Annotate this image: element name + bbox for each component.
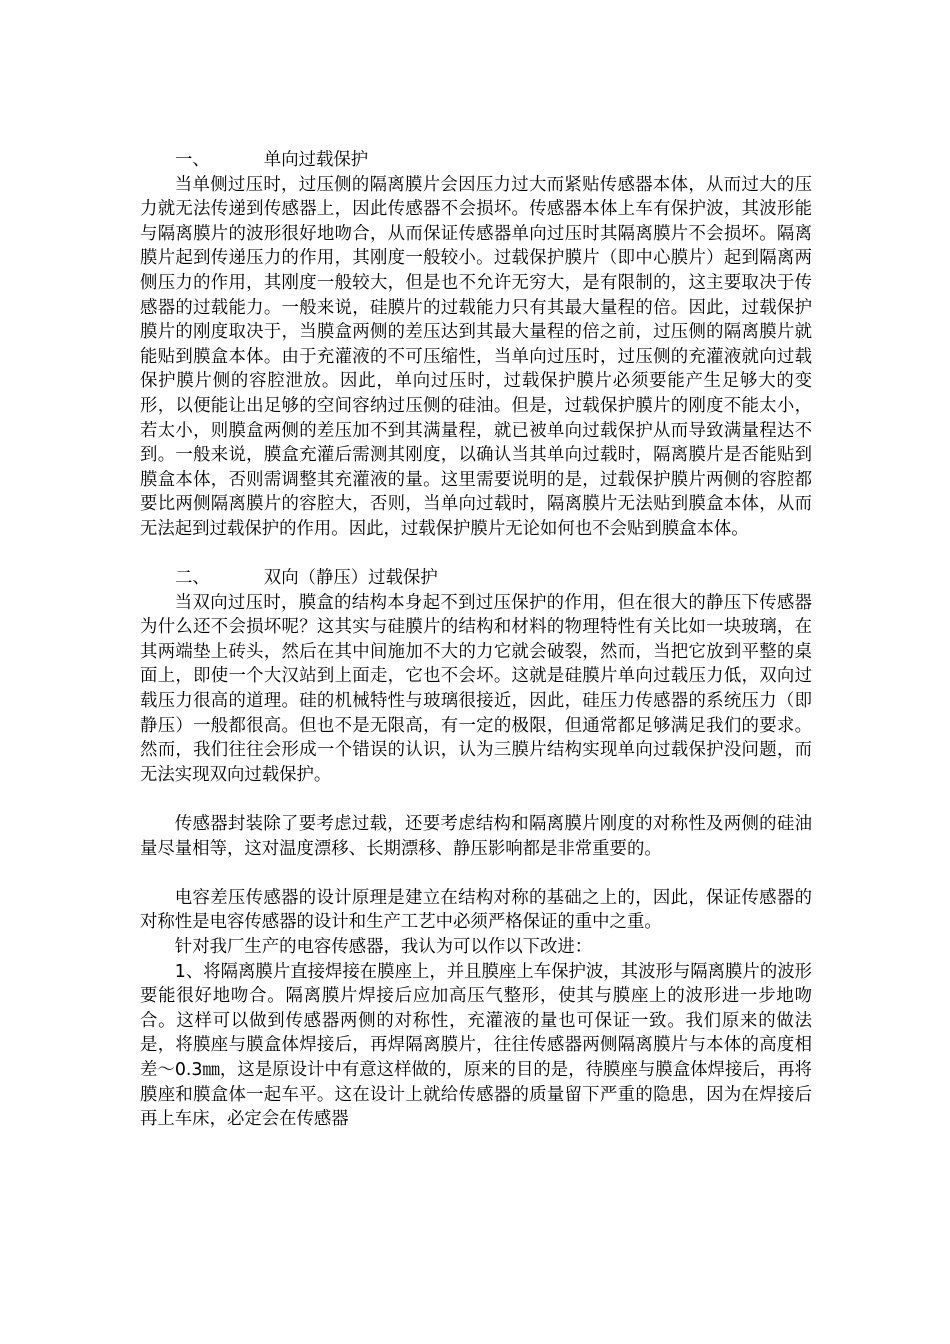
packaging-paragraph: 传感器封装除了要考虑过载，还要考虑结构和隔离膜片刚度的对称性及两侧的硅油量尽量相等，这对温度漂移、长期漂移、静压影响都是非常重要的。 bbox=[140, 814, 812, 859]
section-title-1: 单向过载保护 bbox=[263, 150, 369, 170]
section-number-2: 二、 bbox=[175, 568, 210, 589]
paragraph-spacer bbox=[140, 861, 812, 886]
section-heading-2 bbox=[140, 566, 812, 591]
section-number-1: 一、 bbox=[175, 150, 210, 170]
section-paragraph-2: 当双向过压时，膜盒的结构本身起不到过压保护的作用，但在很大的静压下传感器为什么还不会损坏呢？这其实与硅膜片的结构和材料的物理特性有关比如一块玻璃，在其两端垫上砖头，然后在其中间施加不大的力它就会破裂，然而，当把它放到平整的桌面上，即使一个大汉站到上面走，它也不会坏。这就是硅膜片单向过载压力低，双向过载压力很高的道理。硅的机械特性与玻璃很接近，因此，硅压力传感器的系统压力（即静压）一般都很高。但也不是无限高，有一定的极限，但通常都足够满足我们的要求。然而，我们往往会形成一个错误的认识，认为三膜片结构实现单向过载保护没问题，而无法实现双向过载保护。 bbox=[140, 592, 812, 785]
paragraph-spacer bbox=[140, 542, 812, 567]
improvement-item-1: 1、将隔离膜片直接焊接在膜座上，并且膜座上车保护波，其波形与隔离膜片的波形要能很好地吻合。隔离膜片焊接后应加高压气整形，使其与膜座上的波形进一步地吻合。这样可以做到传感器两侧的对称性，充灌液的量也可保证一致。我们原来的做法是，将膜座与膜盒体焊接后，再焊隔离膜片，往往传感器两侧隔离膜片与本体的高度相差～0.3㎜，这是原设计中有意这样做的，原来的目的是，待膜座与膜盒体焊接后，再将膜座和膜盒体一起车平。这在设计上就给传感器的质量留下严重的隐患，因为在焊接后再上车床，必定会在传感器 bbox=[140, 961, 812, 1130]
design-principle-paragraph: 电容差压传感器的设计原理是建立在结构对称的基础之上的，因此，保证传感器的对称性是电容传感器的设计和生产工艺中必须严格保证的重中之重。 bbox=[140, 887, 812, 933]
improvement-intro-paragraph: 针对我厂生产的电容传感器，我认为可以作以下改进： bbox=[174, 937, 593, 957]
paragraph-spacer bbox=[140, 787, 812, 812]
section-heading-1 bbox=[140, 148, 812, 173]
section-title-2: 双向（静压）过载保护 bbox=[263, 568, 438, 589]
section-paragraph-1: 当单侧过压时，过压侧的隔离膜片会因压力过大而紧贴传感器本体，从而过大的压力就无法传递到传感器上，因此传感器不会损坏。传感器本体上车有保护波，其波形能与隔离膜片的波形很好地吻合，从而保证传感器单向过压时其隔离膜片不会损坏。隔离膜片起到传递压力的作用，其刚度一般较小。过载保护膜片（即中心膜片）起到隔离两侧压力的作用，其刚度一般较大，但是也不允许无穷大，是有限制的，这主要取决于传感器的过载能力。一般来说，硅膜片的过载能力只有其最大量程的倍。因此，过载保护膜片的刚度取决于，当膜盒两侧的差压达到其最大量程的倍之前，过压侧的隔离膜片就能贴到膜盒本体。由于充灌液的不可压缩性，当单向过压时，过压侧的充灌液就向过载保护膜片侧的容腔泄放。因此，单向过压时，过载保护膜片必须要能产生足够大的变形，以便能让出足够的空间容纳过压侧的硅油。但是，过载保护膜片的刚度不能太小，若太小，则膜盒两侧的差压加不到其满量程，就已被单向过载保护从而导致满量程达不到。一般来说，膜盒充灌后需测其刚度，以确认当其单向过载时，隔离膜片是否能贴到膜盒本体，否则需调整其充灌液的量。这里需要说明的是，过载保护膜片两侧的容腔都要比两侧隔离膜片的容腔大，否则，当单向过载时，隔离膜片无法贴到膜盒本体，从而无法起到过载保护的作用。因此，过载保护膜片无论如何也不会贴到膜盒本体。 bbox=[140, 174, 812, 539]
document-page bbox=[140, 148, 812, 1132]
